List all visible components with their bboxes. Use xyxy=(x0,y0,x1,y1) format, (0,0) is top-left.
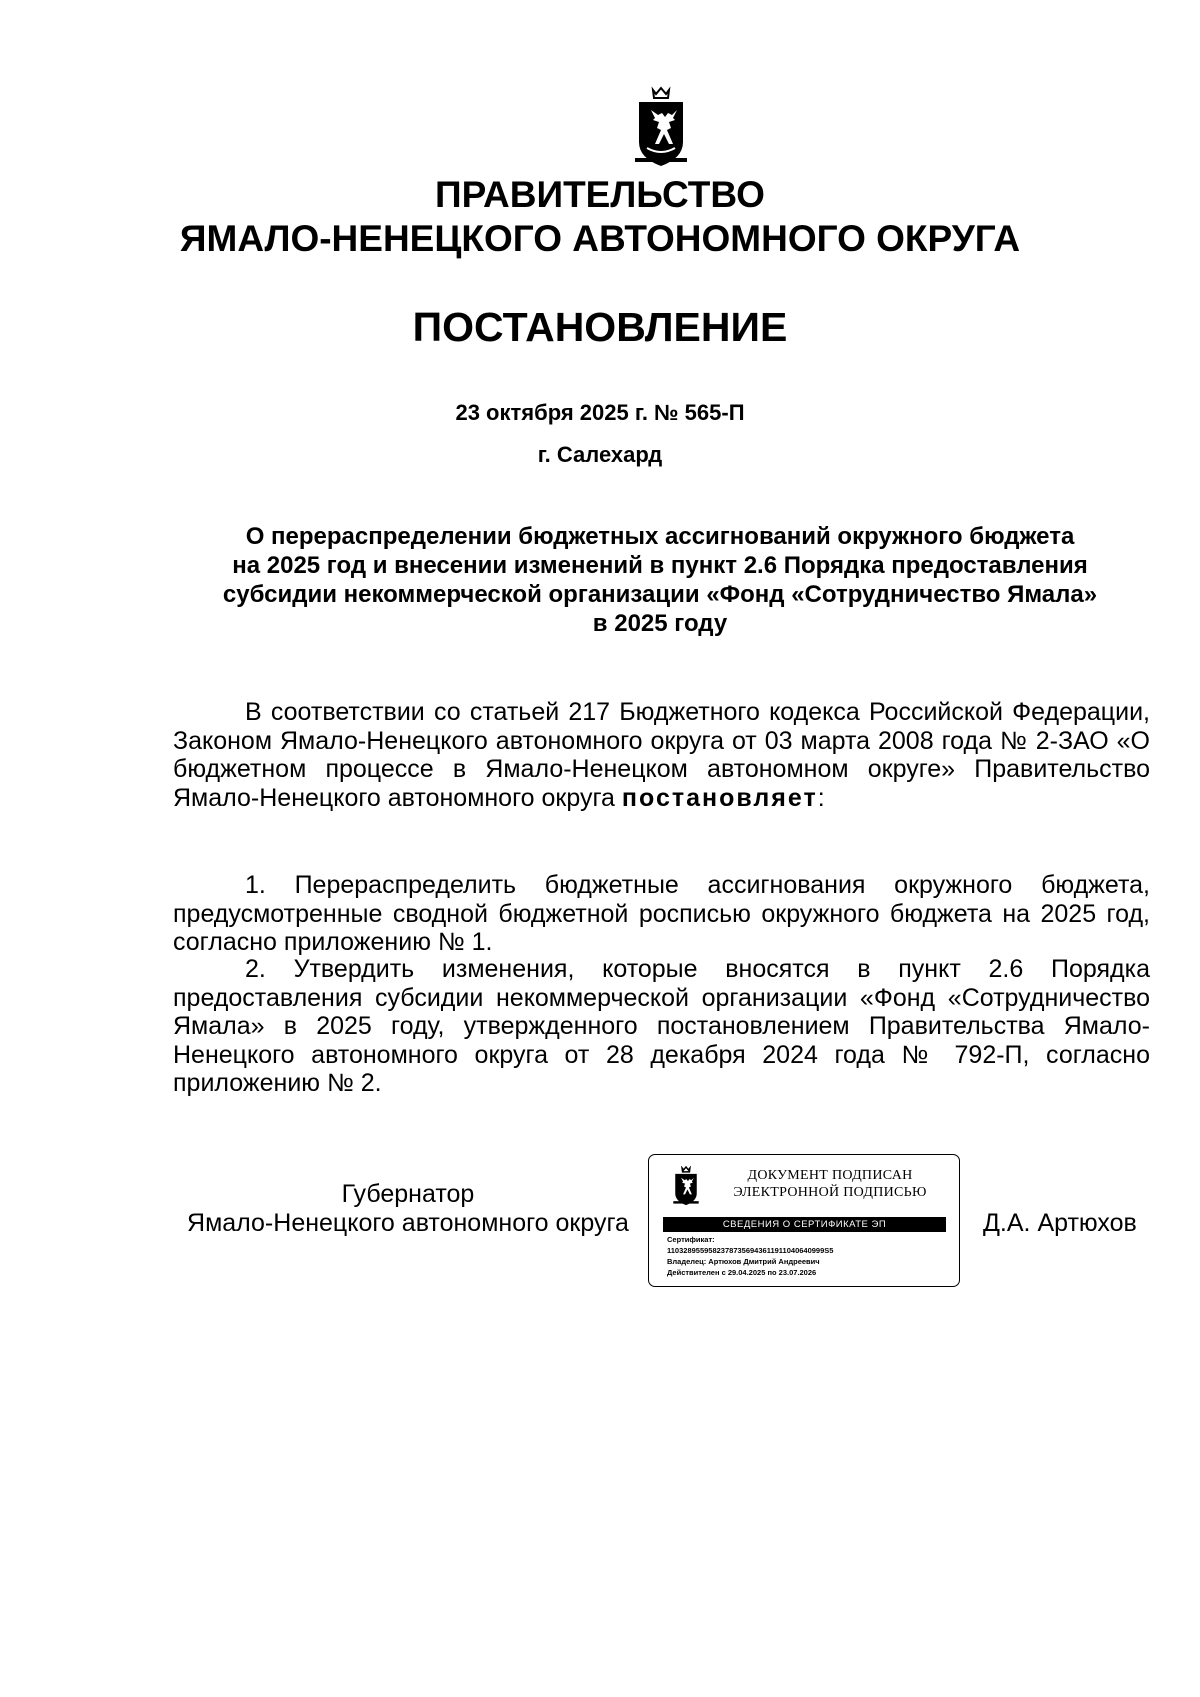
subject-line: О перераспределении бюджетных ассигнований окружного бюджета xyxy=(245,523,1075,550)
decree-word: постановляет xyxy=(621,783,818,812)
document-type: ПОСТАНОВЛЕНИЕ xyxy=(412,304,788,350)
stamp-cert-number: 11032895595823787356943611911040640999S5 xyxy=(667,1246,834,1255)
coat-of-arms-icon xyxy=(633,86,689,172)
preamble-text: В соответствии со статьей 217 Бюджетного кодекса Российской Федерации, Законом Ямало-Ненецкого автономного округа от 03 марта 2008 года № 2-ЗАО «О бюджетном процессе в Ямало-Ненецком автономном округе» Правительство Ямало-Ненецкого автономного округа xyxy=(173,698,1150,812)
document-subject xyxy=(170,522,1150,638)
stamp-heading-line2: ЭЛЕКТРОННОЙ ПОДПИСЬЮ xyxy=(733,1185,927,1200)
subject-line: субсидии некоммерческой организации «Фонд «Сотрудничество Ямала» xyxy=(222,581,1098,608)
item-2-paragraph: 2. Утвердить изменения, которые вносятся в пункт 2.6 Порядка предоставления субсидии некоммерческой организации «Фонд «Сотрудничество Ямала» в 2025 году, утвержденного постановлением Правительства Ямало-Ненецкого автономного округа от 28 декабря 2024 года № 792-П, согласно приложению № 2. xyxy=(173,955,1150,1097)
document-city: г. Салехард xyxy=(537,442,663,467)
stamp-certificate-details xyxy=(667,1234,833,1278)
stamp-cert-label: Сертификат: xyxy=(667,1235,715,1244)
item-1-paragraph: 1. Перераспределить бюджетные ассигнования окружного бюджета, предусмотренные сводной бюджетной росписью окружного бюджета на 2025 год, согласно приложению № 1. xyxy=(173,871,1150,956)
signatory-title-line2: Ямало-Ненецкого автономного округа xyxy=(187,1209,629,1237)
stamp-certificate-bar: СВЕДЕНИЯ О СЕРТИФИКАТЕ ЭП xyxy=(663,1217,946,1232)
coat-of-arms-icon xyxy=(672,1166,700,1208)
signatory-title xyxy=(173,1180,643,1238)
document-date-number: 23 октября 2025 г. № 565-П xyxy=(455,400,745,425)
signatory-name: Д.А. Артюхов xyxy=(983,1209,1137,1237)
decree-colon: : xyxy=(817,783,825,812)
org-name-line1: ПРАВИТЕЛЬСТВО xyxy=(435,174,765,215)
stamp-validity: Действителен с 29.04.2025 по 23.07.2026 xyxy=(667,1268,817,1277)
stamp-heading xyxy=(715,1167,945,1201)
org-name-line2: ЯМАЛО-НЕНЕЦКОГО АВТОНОМНОГО ОКРУГА xyxy=(179,218,1021,259)
preamble-paragraph xyxy=(173,698,1150,812)
stamp-owner: Владелец: Артюхов Дмитрий Андреевич xyxy=(667,1257,820,1266)
subject-line: в 2025 году xyxy=(592,610,728,637)
subject-line: на 2025 год и внесении изменений в пункт 2.6 Порядка предоставления xyxy=(232,552,1088,579)
electronic-signature-stamp xyxy=(648,1154,960,1287)
signatory-title-line1: Губернатор xyxy=(341,1180,475,1208)
stamp-heading-line1: ДОКУМЕНТ ПОДПИСАН xyxy=(747,1168,913,1183)
